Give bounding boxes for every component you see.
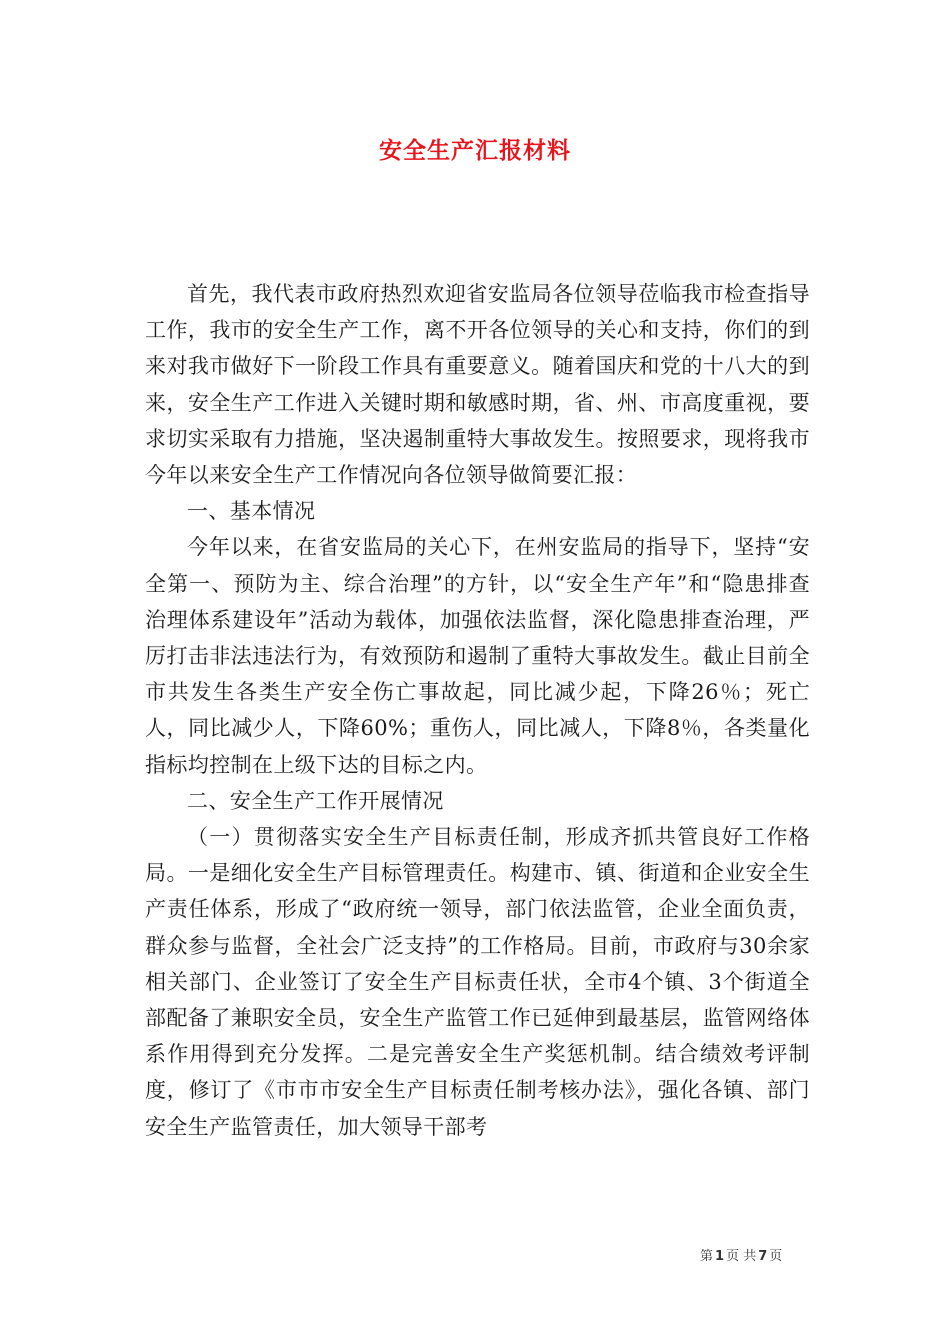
footer-middle: 页 共 — [726, 1249, 757, 1264]
footer-suffix: 页 — [769, 1249, 783, 1264]
section-heading-work-progress: 二、安全生产工作开展情况 — [187, 788, 444, 813]
paragraph-basic-situation: 今年以来，在省安监局的关心下，在州安监局的指导下，坚持“安全第一、预防为主、综合治理”的方针，以“安全生产年”和“隐患排查治理体系建设年”活动为载体，加强依法监督，深化隐患排查治理，严厉打击非法违法行为，有效预防和遏制了重特大事故发生。截止目前全市共发生各类生产安全伤亡事故起，同比减少起，下降26％；死亡人，同比减少人，下降60%；重伤人，同比减人，下降8％，各类量化指标均控制在上级下达的目标之内。 — [145, 535, 810, 777]
document-body — [145, 276, 810, 1145]
total-page-count: 7 — [758, 1249, 768, 1264]
section-heading-basic-situation: 一、基本情况 — [187, 499, 316, 524]
footer-prefix: 第 — [700, 1249, 714, 1264]
paragraph-intro: 首先，我代表市政府热烈欢迎省安监局各位领导莅临我市检查指导工作，我市的安全生产工作，离不开各位领导的关心和支持，你们的到来对我市做好下一阶段工作具有重要意义。随着国庆和党的十八大的到来，安全生产工作进入关键时期和敏感时期，省、州、市高度重视，要求切实采取有力措施，坚决遏制重特大事故发生。按照要求，现将我市今年以来安全生产工作情况向各位领导做简要汇报： — [145, 282, 810, 488]
current-page-number: 1 — [715, 1249, 725, 1264]
paragraph-work-progress: （一）贯彻落实安全生产目标责任制，形成齐抓共管良好工作格局。一是细化安全生产目标管理责任。构建市、镇、街道和企业安全生产责任体系，形成了“政府统一领导，部门依法监管，企业全面负责，群众参与监督，全社会广泛支持”的工作格局。目前，市政府与30余家相关部门、企业签订了安全生产目标责任状，全市4个镇、3个街道全部配备了兼职安全员，安全生产监管工作已延伸到最基层，监管网络体系作用得到充分发挥。二是完善安全生产奖惩机制。结合绩效考评制度，修订了《市市市安全生产目标责任制考核办法》，强化各镇、部门安全生产监管责任，加大领导干部考 — [145, 825, 810, 1139]
document-title: 安全生产汇报材料 — [379, 138, 571, 164]
page-number-footer — [700, 1246, 820, 1268]
